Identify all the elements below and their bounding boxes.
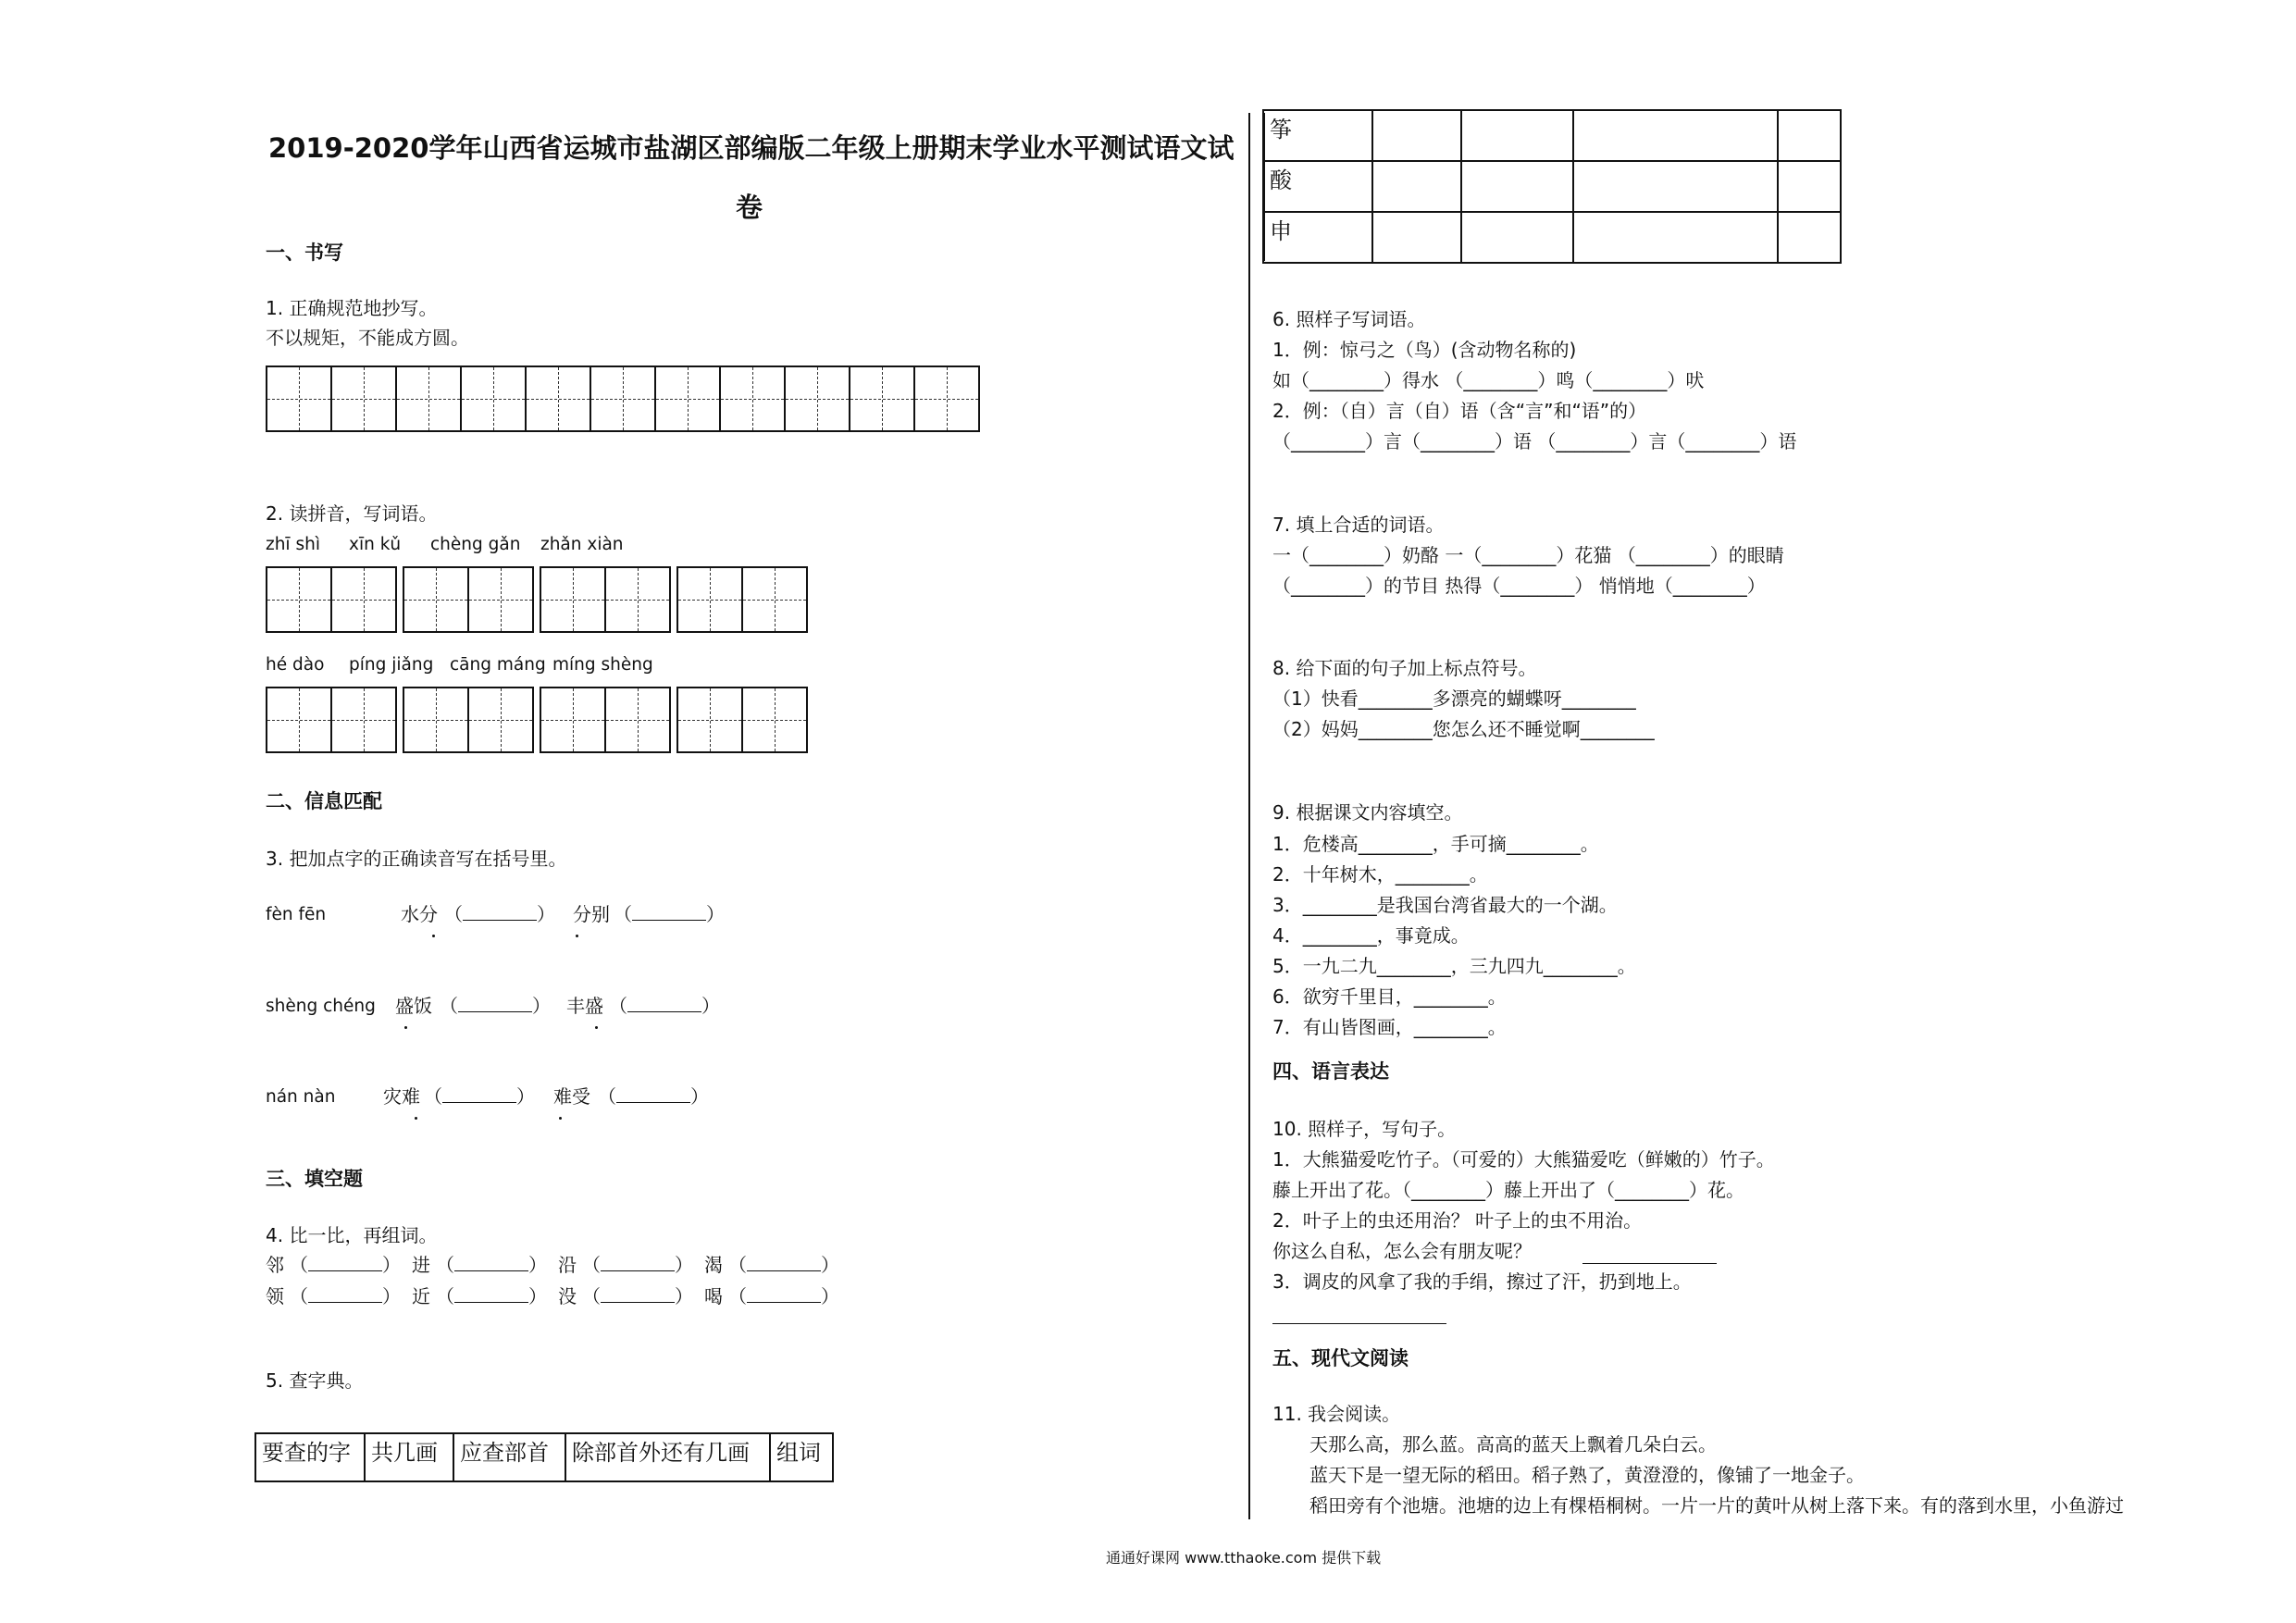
close-paren: ） xyxy=(706,903,725,925)
q3-blank-5[interactable] xyxy=(442,1102,516,1103)
q3-blank-2[interactable] xyxy=(632,920,706,921)
table-cell[interactable] xyxy=(1372,161,1461,212)
emphasis-dot xyxy=(432,935,435,937)
open-paren: （ xyxy=(728,1285,747,1307)
table-cell[interactable] xyxy=(1778,161,1841,212)
q3-word-1: 水分 xyxy=(401,903,438,925)
q3-blank-3[interactable] xyxy=(458,1011,532,1012)
table-header: 组词 xyxy=(770,1433,833,1481)
q3-label: 3. 把加点字的正确读音写在括号里。 xyxy=(266,848,567,870)
q3-pinyin-3: nán nàn xyxy=(266,1087,336,1107)
q3-word-4: 丰盛 xyxy=(566,995,603,1017)
q1-writing-grid[interactable] xyxy=(266,365,978,432)
q10-label: 10. 照样子，写句子。 xyxy=(1272,1118,1457,1140)
open-paren: （ xyxy=(440,995,458,1017)
q1-label: 1. 正确规范地抄写。 xyxy=(266,297,438,319)
q3-blank-4[interactable] xyxy=(627,1011,701,1012)
close-paren: ） xyxy=(690,1085,709,1108)
close-paren: ） xyxy=(821,1254,839,1276)
close-paren: ） xyxy=(528,1254,547,1276)
q4-char-5: 领 xyxy=(266,1285,284,1307)
q10-item-5: 3．调皮的风拿了我的手绢，擦过了汗，扔到地上。 xyxy=(1272,1270,1692,1293)
table-cell[interactable] xyxy=(1372,212,1461,263)
open-paren: （ xyxy=(582,1285,601,1307)
q4-blank-2[interactable] xyxy=(454,1270,528,1271)
q4-label: 4. 比一比，再组词。 xyxy=(266,1224,438,1246)
close-paren: ） xyxy=(821,1285,839,1307)
table-cell[interactable] xyxy=(1573,110,1778,161)
section-4-heading: 四、语言表达 xyxy=(1272,1060,1389,1083)
q10-answer-line-1[interactable] xyxy=(1582,1263,1717,1264)
table-cell[interactable] xyxy=(1778,212,1841,263)
q2-pinyin-6: píng jiǎng xyxy=(349,655,434,675)
q9-item-6: 6．欲穷千里目，________。 xyxy=(1272,985,1507,1008)
close-paren: ） xyxy=(675,1285,693,1307)
q5-label: 5. 查字典。 xyxy=(266,1369,364,1392)
q2-pinyin-3: chèng gǎn xyxy=(430,535,521,554)
q8-line-1: （1）快看________多漂亮的蝴蝶呀________ xyxy=(1272,688,1636,710)
q4-blank-5[interactable] xyxy=(308,1302,382,1303)
q10-item-2: 藤上开出了花。（________）藤上开出了（________）花。 xyxy=(1272,1179,1744,1201)
q4-blank-6[interactable] xyxy=(454,1302,528,1303)
q9-item-5: 5．一九二九________，三九四九________。 xyxy=(1272,955,1636,977)
q2-pinyin-7: cāng máng xyxy=(450,655,546,675)
section-1-heading: 一、书写 xyxy=(266,242,343,264)
q8-line-2: （2）妈妈________您怎么还不睡觉啊________ xyxy=(1272,718,1655,740)
q9-item-2: 2．十年树木，________。 xyxy=(1272,863,1488,886)
q11-para-2: 蓝天下是一望无际的稻田。稻子熟了，黄澄澄的，像铺了一地金子。 xyxy=(1309,1464,1865,1486)
q2-pinyin-1: zhī shì xyxy=(266,535,320,554)
q7-line-2: （________）的节目 热得（________） 悄悄地（________） xyxy=(1272,575,1766,597)
q9-item-1: 1．危楼高________，手可摘________。 xyxy=(1272,833,1599,855)
close-paren: ） xyxy=(516,1085,535,1108)
q10-item-3: 2．叶子上的虫还用治？ 叶子上的虫不用治。 xyxy=(1272,1209,1643,1232)
q6-example-1: 1．例：惊弓之（鸟）(含动物名称的) xyxy=(1272,339,1577,361)
q10-item-1: 1．大熊猫爱吃竹子。（可爱的）大熊猫爱吃（鲜嫩的）竹子。 xyxy=(1272,1148,1775,1171)
open-paren: （ xyxy=(444,903,463,925)
open-paren: （ xyxy=(728,1254,747,1276)
table-cell-char: 筝 xyxy=(1263,110,1372,161)
q2-pinyin-4: zhǎn xiàn xyxy=(540,535,624,554)
q9-label: 9. 根据课文内容填空。 xyxy=(1272,801,1463,824)
q7-label: 7. 填上合适的词语。 xyxy=(1272,514,1445,536)
close-paren: ） xyxy=(382,1285,401,1307)
table-cell-char: 酸 xyxy=(1263,161,1372,212)
q6-label: 6. 照样子写词语。 xyxy=(1272,308,1426,330)
open-paren: （ xyxy=(290,1285,308,1307)
table-cell[interactable] xyxy=(1461,110,1573,161)
q3-word-6: 难受 xyxy=(553,1085,590,1108)
open-paren: （ xyxy=(614,903,632,925)
q6-line-2: （________）言（________）语 （________）言（________）语 xyxy=(1272,430,1797,452)
table-cell[interactable] xyxy=(1372,110,1461,161)
page-title-cont: 卷 xyxy=(736,192,763,223)
q4-char-2: 进 xyxy=(412,1254,430,1276)
q9-item-3: 3．________是我国台湾省最大的一个湖。 xyxy=(1272,894,1618,916)
q11-para-1: 天那么高，那么蓝。高高的蓝天上飘着几朵白云。 xyxy=(1309,1433,1717,1456)
q5-table-continued xyxy=(1262,109,1842,264)
q2-grid-row2[interactable] xyxy=(266,687,806,753)
q4-blank-4[interactable] xyxy=(747,1270,821,1271)
q4-char-1: 邻 xyxy=(266,1254,284,1276)
q3-word-2: 分别 xyxy=(573,903,610,925)
q2-label: 2. 读拼音，写词语。 xyxy=(266,502,438,525)
table-header: 共几画 xyxy=(365,1433,453,1481)
q10-answer-line-2[interactable] xyxy=(1272,1323,1446,1324)
q1-text: 不以规矩，不能成方圆。 xyxy=(266,327,469,349)
emphasis-dot xyxy=(595,1026,598,1029)
q5-dictionary-table xyxy=(254,1432,834,1482)
q3-blank-6[interactable] xyxy=(616,1102,690,1103)
section-3-heading: 三、填空题 xyxy=(266,1168,363,1190)
q4-char-6: 近 xyxy=(412,1285,430,1307)
q7-line-1: 一（________）奶酪 一（________）花猫 （________）的眼睛 xyxy=(1272,544,1784,566)
section-2-heading: 二、信息匹配 xyxy=(266,790,382,812)
open-paren: （ xyxy=(436,1285,454,1307)
q4-blank-3[interactable] xyxy=(601,1270,675,1271)
q3-word-3: 盛饭 xyxy=(395,995,432,1017)
q3-pinyin-2: shèng chéng xyxy=(266,997,376,1016)
q4-char-7: 没 xyxy=(558,1285,577,1307)
q3-word-5: 灾难 xyxy=(383,1085,420,1108)
section-5-heading: 五、现代文阅读 xyxy=(1272,1347,1409,1369)
q6-example-2: 2．例：（自）言（自）语（含“言”和“语”的） xyxy=(1272,400,1647,422)
open-paren: （ xyxy=(582,1254,601,1276)
open-paren: （ xyxy=(609,995,627,1017)
emphasis-dot xyxy=(576,935,578,937)
column-divider xyxy=(1248,113,1250,1519)
q4-char-3: 沿 xyxy=(558,1254,577,1276)
close-paren: ） xyxy=(701,995,720,1017)
q2-pinyin-8: míng shèng xyxy=(552,655,653,675)
table-cell-char: 申 xyxy=(1263,212,1372,263)
emphasis-dot xyxy=(415,1117,417,1120)
q4-blank-1[interactable] xyxy=(308,1270,382,1271)
q2-pinyin-2: xīn kǔ xyxy=(349,535,402,554)
open-paren: （ xyxy=(424,1085,442,1108)
open-paren: （ xyxy=(436,1254,454,1276)
close-paren: ） xyxy=(382,1254,401,1276)
close-paren: ） xyxy=(532,995,551,1017)
q11-para-3: 稻田旁有个池塘。池塘的边上有棵梧桐树。一片一片的黄叶从树上落下来。有的落到水里，小鱼游过 xyxy=(1309,1494,2124,1517)
emphasis-dot xyxy=(559,1117,562,1120)
close-paren: ） xyxy=(528,1285,547,1307)
q6-line-1: 如（________）得水 （________）鸣（________）吠 xyxy=(1272,369,1705,391)
table-cell[interactable] xyxy=(1573,212,1778,263)
q3-pinyin-1: fèn fēn xyxy=(266,905,327,924)
q4-char-8: 喝 xyxy=(704,1285,723,1307)
page-title: 2019-2020学年山西省运城市盐湖区部编版二年级上册期末学业水平测试语文试 xyxy=(268,132,1235,164)
q11-label: 11. 我会阅读。 xyxy=(1272,1403,1401,1425)
table-cell[interactable] xyxy=(1461,212,1573,263)
open-paren: （ xyxy=(290,1254,308,1276)
open-paren: （ xyxy=(598,1085,616,1108)
footer-credit: 通通好课网 www.tthaoke.com 提供下载 xyxy=(1106,1549,1382,1567)
table-header: 要查的字 xyxy=(255,1433,365,1481)
q10-item-4: 你这么自私，怎么会有朋友呢？ xyxy=(1272,1240,1532,1262)
table-cell[interactable] xyxy=(1461,161,1573,212)
q9-item-4: 4．________，事竟成。 xyxy=(1272,924,1470,947)
q2-grid-row1[interactable] xyxy=(266,566,806,633)
q3-blank-1[interactable] xyxy=(463,920,537,921)
q2-pinyin-5: hé dào xyxy=(266,655,325,675)
table-header: 除部首外还有几画 xyxy=(565,1433,770,1481)
q4-char-4: 渴 xyxy=(704,1254,723,1276)
q8-label: 8. 给下面的句子加上标点符号。 xyxy=(1272,657,1537,679)
table-cell[interactable] xyxy=(1573,161,1778,212)
table-cell[interactable] xyxy=(1778,110,1841,161)
q4-blank-8[interactable] xyxy=(747,1302,821,1303)
close-paren: ） xyxy=(675,1254,693,1276)
q4-blank-7[interactable] xyxy=(601,1302,675,1303)
q9-item-7: 7．有山皆图画，________。 xyxy=(1272,1016,1507,1038)
table-header: 应查部首 xyxy=(453,1433,565,1481)
emphasis-dot xyxy=(404,1026,407,1029)
close-paren: ） xyxy=(537,903,555,925)
